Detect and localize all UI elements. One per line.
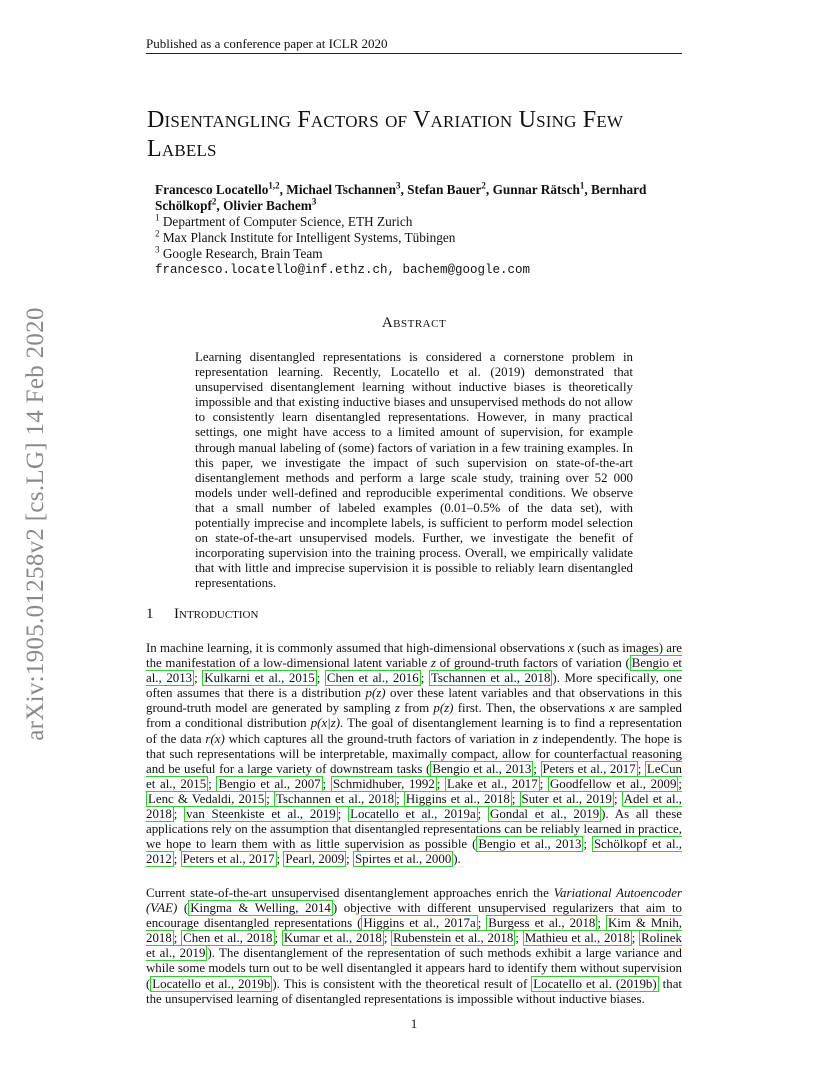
text-run: Current state-of-the-art unsupervised disentanglement approaches enrich the bbox=[146, 886, 554, 900]
text-run: which captures all the ground-truth factors of variation in bbox=[224, 731, 533, 746]
text-run: ; bbox=[613, 791, 622, 806]
affiliation-line: $^2$ Max Planck Institute for Intelligent Systems, Tübingen bbox=[155, 228, 456, 245]
author-name: Michael Tschannen bbox=[286, 182, 396, 197]
author-affil-mark: 1,2 bbox=[268, 180, 280, 191]
emphasis-text: Variational Autoencoder (VAE) bbox=[146, 886, 682, 916]
text-run: ( bbox=[177, 901, 189, 916]
text-run: ; bbox=[208, 776, 217, 791]
section-heading bbox=[146, 606, 258, 623]
citation-link[interactable]: Kim & Mnih, 2018 bbox=[146, 916, 683, 946]
citation-link[interactable]: Mathieu et al., 2018 bbox=[524, 931, 630, 946]
affiliation-line: $^3$ Google Research, Brain Team bbox=[155, 244, 323, 261]
text-run: . The goal of disentanglement learning is to find a representation of the data bbox=[146, 716, 683, 746]
text-run: of ground-truth factors of variation ( bbox=[435, 656, 630, 671]
citation-link[interactable]: Tschannen et al., 2018 bbox=[276, 791, 395, 806]
math-symbol: p(z) bbox=[365, 686, 386, 701]
text-run: ; bbox=[276, 852, 284, 867]
text-run: ; bbox=[597, 916, 606, 931]
text-run: ; bbox=[533, 761, 541, 776]
author-affil-mark: 3 bbox=[396, 180, 401, 191]
citation-link[interactable]: Peters et al., 2017 bbox=[182, 852, 275, 867]
citation-link[interactable]: van Steenkiste et al., 2019 bbox=[186, 807, 336, 822]
arxiv-stamp-text: arXiv:1905.01258v2 [cs.LG] 14 Feb 2020 bbox=[22, 307, 49, 741]
citation-link[interactable]: Suter et al., 2019 bbox=[521, 791, 612, 806]
citation-link[interactable]: Locatello et al., 2019b bbox=[152, 976, 271, 991]
text-run: from bbox=[399, 701, 434, 716]
text-run: ; bbox=[420, 671, 429, 686]
arxiv-stamp bbox=[24, 287, 48, 761]
text-run: ; bbox=[274, 931, 282, 946]
citation-link[interactable]: Chen et al., 2018 bbox=[183, 931, 273, 946]
text-run: ; bbox=[346, 852, 353, 867]
text-run: ; bbox=[678, 776, 682, 791]
text-run: ; bbox=[515, 931, 523, 946]
affiliation-block bbox=[155, 214, 530, 278]
text-run: independently. The hope is that such representations will be interpretable, maximally compact, allow for counterfactual reasoning and be useful for a large variety of downstream tasks ( bbox=[146, 731, 683, 776]
text-run: ; bbox=[631, 931, 640, 946]
text-run: ; bbox=[173, 931, 182, 946]
math-symbol: p(z) bbox=[433, 701, 454, 716]
text-run: ). bbox=[453, 852, 461, 867]
citation-link[interactable]: Bengio et al., 2013 bbox=[146, 656, 683, 686]
venue-header: Published as a conference paper at ICLR 2020 bbox=[146, 36, 388, 51]
text-run: (such as images) are the manifestation of a low-dimensional latent variable bbox=[146, 641, 683, 671]
text-run: ; bbox=[173, 807, 185, 822]
affiliation-line: $^1$ Department of Computer Science, ETH Zurich bbox=[155, 212, 413, 229]
text-run: ) objective with different unsupervised regularizers that aim to encourage disentangled representations ( bbox=[146, 901, 682, 931]
citation-link[interactable]: Rolinek et al., 2019 bbox=[146, 931, 682, 961]
citation-link[interactable]: Adel et al., 2018 bbox=[146, 791, 682, 822]
page-number: 1 bbox=[410, 1016, 418, 1031]
text-run: ; bbox=[539, 776, 548, 791]
author-name: Bernhard Schölkopf bbox=[155, 182, 647, 213]
math-symbol: z bbox=[532, 731, 538, 746]
author-name: Stefan Bauer bbox=[407, 182, 482, 197]
text-run: ). This is consistent with the theoretical result of bbox=[272, 976, 532, 991]
intro-paragraph-2 bbox=[146, 886, 682, 1007]
math-symbol: p(x|z) bbox=[310, 716, 341, 731]
citation-link[interactable]: Rubenstein et al., 2018 bbox=[393, 931, 514, 946]
text-run: that the unsupervised learning of disentangled representations is impossible without inductive biases. bbox=[146, 976, 683, 1006]
citation-link[interactable]: Burgess et al., 2018 bbox=[488, 916, 596, 931]
section-title: Introduction bbox=[174, 606, 259, 622]
math-symbol: r(x) bbox=[205, 731, 225, 746]
text-run: ; bbox=[637, 761, 645, 776]
text-run: ; bbox=[511, 791, 520, 806]
citation-link[interactable]: Locatello et al., 2019a bbox=[350, 807, 476, 822]
author-list: Francesco Locatello$^{1,2}$, Michael Tschannen$^3$, Stefan Bauer$^2$, Gunnar Rätsch$^1$, Bernhard Schölkopf$^2$, Olivier Bachem$^3$ bbox=[155, 180, 647, 213]
citation-link[interactable]: Schmidhuber, 1992 bbox=[332, 776, 435, 791]
text-run: ; bbox=[436, 776, 446, 791]
text-run: ). The disentanglement of the representation of such methods exhibit a large variance and while some models turn out to be well disentangled it appears hard to identify them without supervision ( bbox=[146, 946, 682, 991]
contact-email: francesco.locatello@inf.ethz.ch, bachem@google.com bbox=[155, 263, 531, 277]
citation-link[interactable]: Lenc & Vedaldi, 2015 bbox=[148, 791, 265, 806]
text-run: ; bbox=[266, 791, 274, 806]
citation-link[interactable]: LeCun et al., 2015 bbox=[146, 761, 682, 791]
citation-link[interactable]: Higgins et al., 2018 bbox=[405, 791, 510, 806]
citation-link[interactable]: Spirtes et al., 2000 bbox=[354, 852, 452, 867]
text-run: In machine learning, it is commonly assumed that high-dimensional observations bbox=[146, 641, 569, 655]
citation-link[interactable]: Bengio et al., 2013 bbox=[478, 837, 582, 852]
text-run: over these latent variables and that observations in this ground-truth model are generated by sampling bbox=[146, 686, 682, 716]
citation-link[interactable]: Pearl, 2009 bbox=[285, 852, 345, 867]
text-run: ; bbox=[477, 807, 489, 822]
text-run: ; bbox=[322, 776, 331, 791]
math-symbol: z bbox=[430, 656, 436, 671]
author-name: Gunnar Rätsch bbox=[492, 182, 580, 197]
text-run: ; bbox=[194, 671, 203, 686]
citation-link[interactable]: Peters et al., 2017 bbox=[542, 761, 636, 776]
author-affil-mark: 3 bbox=[311, 196, 317, 207]
text-run: ; bbox=[477, 916, 487, 931]
text-run: are sampled from a conditional distribution bbox=[146, 701, 682, 731]
abstract-text: Learning disentangled representations is considered a cornerstone problem in representation learning. Recently, Locatello et al. (2019) demonstrated that unsupervised disentanglement learning without inductive biases is theoretically impossible and that existing inductive biases and unsupervised methods do not allow to consistently learn disentangled representations. However, in many practical settings, one might have access to a limited amount of supervision, for example through manual labeling of (some) factors of variation in a few training examples. In this paper, we investigate the impact of such supervision on state-of-the-art disentanglement methods and perform a large scale study, training over 52 000 models under well-defined and reproducible experimental conditions. We observe that a small number of labeled examples (0.01–0.5% of the data set), with potentially imprecise and incomplete labels, is sufficient to perform model selection on state-of-the-art unsupervised models. Further, we investigate the benefit of incorporating supervision into the training process. Overall, we empirically validate that with little and imprecise supervision it is possible to reliably learn disentangled representations. bbox=[195, 350, 633, 591]
text-run: ; bbox=[396, 791, 404, 806]
citation-link[interactable]: Higgins et al., 2017a bbox=[363, 916, 476, 931]
author-affil-mark: 2 bbox=[481, 180, 486, 191]
author-name: Francesco Locatello bbox=[155, 182, 269, 197]
abstract-heading: Abstract bbox=[381, 315, 447, 331]
citation-link[interactable]: Goodfellow et al., 2009 bbox=[549, 776, 677, 791]
section-number: 1 bbox=[146, 606, 154, 622]
citation-link[interactable]: Kumar et al., 2018 bbox=[283, 931, 382, 946]
author-name: Olivier Bachem bbox=[223, 198, 312, 213]
intro-paragraph-1 bbox=[146, 641, 682, 867]
header-divider bbox=[146, 53, 682, 54]
author-affil-mark: 2 bbox=[211, 196, 217, 207]
citation-link[interactable]: Gondal et al., 2019 bbox=[490, 807, 600, 822]
paper-title: Disentangling Factors of Variation Using Few Labels bbox=[147, 107, 624, 162]
math-symbol: x bbox=[609, 701, 615, 716]
citation-link[interactable]: Locatello et al. (2019b) bbox=[533, 976, 657, 991]
text-run: ; bbox=[173, 852, 181, 867]
text-run: ; bbox=[383, 931, 392, 946]
citation-link[interactable]: Bengio et al., 2013 bbox=[432, 761, 532, 776]
text-run: ; bbox=[583, 837, 592, 852]
math-symbol: x bbox=[568, 641, 574, 655]
math-symbol: z bbox=[394, 701, 400, 716]
text-run: ; bbox=[316, 671, 325, 686]
author-affil-mark: 1 bbox=[579, 180, 585, 191]
citation-link[interactable]: Tschannen et al., 2018 bbox=[430, 671, 551, 686]
text-run: ). More specifically, one often assumes that there is a distribution bbox=[146, 671, 683, 701]
text-run: first. Then, the observations bbox=[453, 701, 610, 716]
citation-link[interactable]: Schölkopf et al., 2012 bbox=[146, 837, 682, 867]
text-run: ; bbox=[337, 807, 349, 822]
citation-link[interactable]: Lake et al., 2017 bbox=[447, 776, 538, 791]
citation-link[interactable]: Kingma & Welling, 2014 bbox=[190, 901, 331, 916]
citation-link[interactable]: Chen et al., 2016 bbox=[326, 671, 419, 686]
citation-link[interactable]: Kulkarni et al., 2015 bbox=[204, 671, 315, 686]
citation-link[interactable]: Bengio et al., 2007 bbox=[218, 776, 321, 791]
text-run: ). As all these applications rely on the assumption that disentangled representations can be reliably learned in practice, we hope to learn them with as little supervision as possible ( bbox=[146, 807, 683, 852]
